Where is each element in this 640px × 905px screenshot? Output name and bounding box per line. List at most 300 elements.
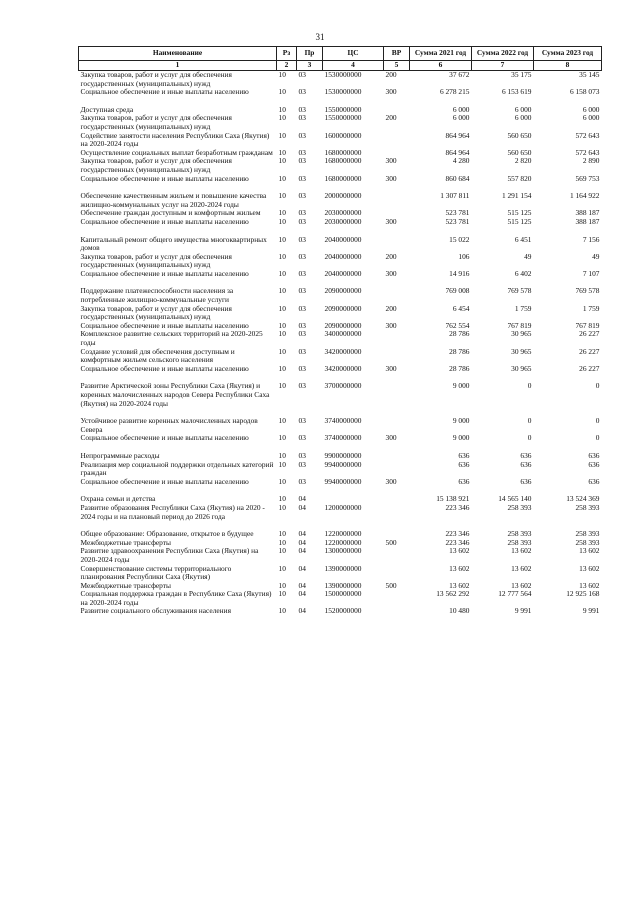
row-sum-2023: 6 000 bbox=[582, 114, 600, 123]
row-pr: 03 bbox=[298, 460, 306, 469]
row-pr: 03 bbox=[298, 70, 306, 79]
row-sum-2021: 223 346 bbox=[445, 530, 470, 539]
row-cs: 2090000000 bbox=[324, 321, 362, 330]
row-sum-2022: 0 bbox=[527, 382, 532, 391]
header-number-8: 8 bbox=[534, 61, 602, 71]
row-sum-2023: 49 bbox=[592, 252, 600, 261]
row-cs: 3740000000 bbox=[324, 417, 362, 426]
row-rz: 10 bbox=[278, 495, 286, 504]
row-pr: 03 bbox=[298, 88, 306, 97]
row-sum-2021: 864 964 bbox=[445, 131, 470, 140]
spacer-cell bbox=[79, 443, 602, 452]
row-rz: 10 bbox=[278, 252, 286, 261]
row-cs: 3700000000 bbox=[324, 382, 362, 391]
row-sum-2023: 7 156 bbox=[582, 235, 600, 244]
row-cs: 3420000000 bbox=[324, 364, 362, 373]
row-sum-2021: 6 000 bbox=[452, 105, 470, 114]
table-row bbox=[79, 106, 602, 115]
row-sum-2022: 258 393 bbox=[507, 530, 532, 539]
row-rz: 10 bbox=[278, 538, 286, 547]
header-sum-2021: Сумма 2021 год bbox=[410, 47, 472, 61]
row-cs: 1550000000 bbox=[324, 114, 362, 123]
table-row bbox=[79, 504, 602, 521]
row-name: Межбюджетные трансферты bbox=[80, 538, 171, 547]
row-sum-2021: 636 bbox=[458, 477, 470, 486]
row-cs: 1550000000 bbox=[324, 105, 362, 114]
row-vr bbox=[384, 192, 410, 209]
row-cs: 1520000000 bbox=[324, 607, 362, 616]
row-sum-2023: 636 bbox=[588, 460, 600, 469]
row-sum-2022: 12 777 564 bbox=[498, 590, 532, 599]
row-sum-2023: 13 524 369 bbox=[566, 495, 600, 504]
row-sum-2022: 6 153 619 bbox=[501, 88, 532, 97]
row-sum-2023: 6 158 073 bbox=[569, 88, 600, 97]
row-sum-2023: 7 107 bbox=[582, 269, 600, 278]
row-pr: 03 bbox=[298, 287, 306, 296]
row-sum-2022: 49 bbox=[524, 252, 532, 261]
row-sum-2022: 769 578 bbox=[507, 287, 532, 296]
row-cs: 1220000000 bbox=[324, 538, 362, 547]
header-sum-2022: Сумма 2022 год bbox=[472, 47, 534, 61]
row-name: Социальное обеспечение и иные выплаты населению bbox=[80, 217, 249, 226]
row-pr: 04 bbox=[298, 581, 306, 590]
row-rz: 10 bbox=[278, 304, 286, 313]
row-vr: 300 bbox=[385, 269, 397, 278]
row-name: Закупка товаров, работ и услуг для обеспечения государственных (муниципальных) нужд bbox=[80, 70, 232, 88]
row-sum-2021: 28 786 bbox=[449, 364, 470, 373]
row-vr: 200 bbox=[385, 70, 397, 79]
row-sum-2023: 13 602 bbox=[579, 581, 600, 590]
row-sum-2023: 0 bbox=[595, 382, 600, 391]
row-sum-2023: 26 227 bbox=[579, 347, 600, 356]
row-sum-2023: 388 187 bbox=[575, 209, 600, 218]
row-sum-2021: 864 964 bbox=[445, 148, 470, 157]
row-sum-2021: 860 684 bbox=[445, 174, 470, 183]
header-number-3: 3 bbox=[297, 61, 323, 71]
row-pr: 04 bbox=[298, 547, 306, 556]
budget-table-container bbox=[78, 46, 601, 616]
row-name: Социальное обеспечение и иные выплаты населению bbox=[80, 321, 249, 330]
row-pr: 03 bbox=[298, 304, 306, 313]
row-cs: 2040000000 bbox=[324, 235, 362, 244]
row-rz: 10 bbox=[278, 174, 286, 183]
table-row bbox=[79, 287, 602, 304]
row-pr: 03 bbox=[298, 330, 306, 339]
row-sum-2021: 223 346 bbox=[445, 538, 470, 547]
row-sum-2022: 636 bbox=[520, 451, 532, 460]
table-row bbox=[79, 547, 602, 564]
row-cs: 1300000000 bbox=[324, 547, 362, 556]
row-sum-2023: 569 753 bbox=[575, 174, 600, 183]
row-rz: 10 bbox=[278, 209, 286, 218]
row-pr: 03 bbox=[298, 192, 306, 201]
header-number-2: 2 bbox=[277, 61, 297, 71]
row-rz: 10 bbox=[278, 382, 286, 391]
row-sum-2022: 6 000 bbox=[514, 105, 532, 114]
row-pr: 03 bbox=[298, 451, 306, 460]
row-name: Развитие Арктической зоны Республики Саха (Якутия) и коренных малочисленных народов Севера Республики Саха (Якутия) на 2020-2024 годы bbox=[80, 382, 270, 408]
row-name: Закупка товаров, работ и услуг для обеспечения государственных (муниципальных) нужд bbox=[80, 114, 232, 131]
row-sum-2022: 636 bbox=[520, 477, 532, 486]
table-row bbox=[79, 565, 602, 582]
row-vr bbox=[384, 504, 410, 521]
row-vr: 300 bbox=[385, 217, 397, 226]
row-vr: 300 bbox=[385, 321, 397, 330]
row-name: Обеспечение граждан доступным и комфортным жильем bbox=[80, 209, 261, 218]
spacer-cell bbox=[79, 278, 602, 287]
row-rz: 10 bbox=[278, 564, 286, 573]
table-row bbox=[79, 270, 602, 279]
row-sum-2022: 258 393 bbox=[507, 538, 532, 547]
row-sum-2021: 9 000 bbox=[452, 417, 470, 426]
row-pr: 04 bbox=[298, 564, 306, 573]
table-row bbox=[79, 209, 602, 218]
row-pr: 04 bbox=[298, 530, 306, 539]
row-vr: 300 bbox=[385, 174, 397, 183]
table-row bbox=[79, 149, 602, 158]
spacer-row bbox=[79, 443, 602, 452]
row-pr: 04 bbox=[298, 590, 306, 599]
page-number: 31 bbox=[315, 32, 325, 42]
row-pr: 03 bbox=[298, 321, 306, 330]
header-name: Наименование bbox=[79, 47, 277, 61]
row-pr: 03 bbox=[298, 148, 306, 157]
row-sum-2023: 0 bbox=[595, 417, 600, 426]
row-name: Поддержание платежеспособности населения за потребленные жилищно-коммунальные услуги bbox=[80, 287, 234, 305]
row-vr bbox=[384, 530, 410, 539]
row-pr: 03 bbox=[298, 131, 306, 140]
row-sum-2021: 6 000 bbox=[452, 114, 470, 123]
row-sum-2023: 6 000 bbox=[582, 105, 600, 114]
row-sum-2023: 636 bbox=[588, 451, 600, 460]
row-cs: 2090000000 bbox=[324, 304, 362, 313]
row-sum-2021: 523 781 bbox=[445, 217, 470, 226]
table-row bbox=[79, 607, 602, 616]
row-sum-2021: 1 307 811 bbox=[440, 192, 470, 201]
header-number-7: 7 bbox=[472, 61, 534, 71]
row-name: Закупка товаров, работ и услуг для обеспечения государственных (муниципальных) нужд bbox=[80, 252, 232, 270]
row-vr bbox=[384, 287, 410, 304]
row-vr: 300 bbox=[385, 88, 397, 97]
row-sum-2021: 28 786 bbox=[449, 330, 470, 339]
row-name: Доступная среда bbox=[80, 105, 134, 114]
row-cs: 9940000000 bbox=[324, 460, 362, 469]
row-sum-2023: 767 819 bbox=[575, 321, 600, 330]
row-sum-2022: 13 602 bbox=[511, 564, 532, 573]
row-rz: 10 bbox=[278, 547, 286, 556]
row-name: Социальное обеспечение и иные выплаты населению bbox=[80, 434, 249, 443]
row-rz: 10 bbox=[278, 503, 286, 512]
row-pr: 03 bbox=[298, 252, 306, 261]
row-sum-2023: 35 145 bbox=[579, 70, 600, 79]
row-name: Непрограммные расходы bbox=[80, 451, 160, 460]
spacer-cell bbox=[79, 408, 602, 417]
row-sum-2021: 9 000 bbox=[452, 434, 470, 443]
row-cs: 2040000000 bbox=[324, 269, 362, 278]
row-sum-2023: 13 602 bbox=[579, 547, 600, 556]
row-rz: 10 bbox=[278, 217, 286, 226]
row-rz: 10 bbox=[278, 105, 286, 114]
row-vr bbox=[384, 382, 410, 408]
row-name: Капитальный ремонт общего имущества многоквартирных домов bbox=[80, 235, 267, 253]
row-rz: 10 bbox=[278, 590, 286, 599]
row-vr bbox=[384, 209, 410, 218]
table-row bbox=[79, 461, 602, 478]
spacer-row bbox=[79, 227, 602, 236]
row-pr: 04 bbox=[298, 503, 306, 512]
row-vr: 200 bbox=[385, 304, 397, 313]
table-body bbox=[79, 71, 602, 617]
spacer-row bbox=[79, 97, 602, 106]
header-sum-2023: Сумма 2023 год bbox=[534, 47, 602, 61]
row-sum-2021: 6 278 215 bbox=[439, 88, 470, 97]
row-sum-2023: 572 643 bbox=[575, 148, 600, 157]
row-rz: 10 bbox=[278, 157, 286, 166]
row-rz: 10 bbox=[278, 131, 286, 140]
row-name: Содействие занятости населения Республики Саха (Якутия) на 2020-2024 годы bbox=[80, 131, 270, 149]
row-vr bbox=[384, 132, 410, 149]
spacer-cell bbox=[79, 521, 602, 530]
row-sum-2023: 9 991 bbox=[582, 607, 600, 616]
row-name: Создание условий для обеспечения доступным и комфортным жильем сельского населения bbox=[80, 347, 235, 365]
table-row bbox=[79, 305, 602, 322]
row-cs: 1530000000 bbox=[324, 88, 362, 97]
row-name: Осуществление социальных выплат безработным гражданам bbox=[80, 148, 273, 157]
row-cs: 3740000000 bbox=[324, 434, 362, 443]
row-sum-2021: 28 786 bbox=[449, 347, 470, 356]
row-vr bbox=[384, 417, 410, 434]
row-sum-2022: 1 291 154 bbox=[501, 192, 532, 201]
row-name: Социальная поддержка граждан в Республике Саха (Якутия) на 2020-2024 годы bbox=[80, 590, 272, 607]
row-name: Социальное обеспечение и иные выплаты населению bbox=[80, 364, 249, 373]
row-name: Закупка товаров, работ и услуг для обеспечения государственных (муниципальных) нужд bbox=[80, 157, 232, 174]
row-vr: 300 bbox=[385, 434, 397, 443]
row-rz: 10 bbox=[278, 88, 286, 97]
row-sum-2021: 10 480 bbox=[449, 607, 470, 616]
row-sum-2022: 13 602 bbox=[511, 547, 532, 556]
table-row bbox=[79, 157, 602, 174]
row-sum-2021: 9 000 bbox=[452, 382, 470, 391]
row-sum-2023: 769 578 bbox=[575, 287, 600, 296]
row-sum-2023: 13 602 bbox=[579, 564, 600, 573]
row-pr: 03 bbox=[298, 347, 306, 356]
row-rz: 10 bbox=[278, 114, 286, 123]
row-rz: 10 bbox=[278, 451, 286, 460]
row-sum-2021: 762 554 bbox=[445, 321, 470, 330]
header-cs: ЦС bbox=[323, 47, 384, 61]
table-row bbox=[79, 175, 602, 184]
row-vr bbox=[384, 607, 410, 616]
header-number-1: 1 bbox=[79, 61, 277, 71]
table-row bbox=[79, 530, 602, 539]
spacer-row bbox=[79, 521, 602, 530]
row-cs: 2030000000 bbox=[324, 217, 362, 226]
spacer-row bbox=[79, 486, 602, 495]
row-name: Реализация мер социальной поддержки отдельных категорий граждан bbox=[80, 460, 274, 478]
row-sum-2021: 14 916 bbox=[449, 269, 470, 278]
row-rz: 10 bbox=[278, 347, 286, 356]
row-vr bbox=[384, 590, 410, 607]
row-pr: 03 bbox=[298, 417, 306, 426]
row-vr bbox=[384, 236, 410, 253]
row-rz: 10 bbox=[278, 530, 286, 539]
spacer-row bbox=[79, 278, 602, 287]
table-row bbox=[79, 192, 602, 209]
row-cs: 1390000000 bbox=[324, 564, 362, 573]
row-sum-2021: 769 008 bbox=[445, 287, 470, 296]
row-name: Социальное обеспечение и иные выплаты населению bbox=[80, 174, 249, 183]
row-sum-2023: 26 227 bbox=[579, 330, 600, 339]
row-rz: 10 bbox=[278, 321, 286, 330]
row-vr: 200 bbox=[385, 114, 397, 123]
row-rz: 10 bbox=[278, 477, 286, 486]
spacer-row bbox=[79, 183, 602, 192]
row-rz: 10 bbox=[278, 148, 286, 157]
row-sum-2022: 636 bbox=[520, 460, 532, 469]
row-rz: 10 bbox=[278, 581, 286, 590]
row-pr: 03 bbox=[298, 105, 306, 114]
table-row bbox=[79, 590, 602, 607]
table-row bbox=[79, 71, 602, 89]
row-sum-2021: 223 346 bbox=[445, 503, 470, 512]
row-rz: 10 bbox=[278, 460, 286, 469]
row-sum-2023: 12 925 168 bbox=[566, 590, 600, 599]
row-cs: 9940000000 bbox=[324, 477, 362, 486]
table-row bbox=[79, 253, 602, 270]
row-pr: 03 bbox=[298, 269, 306, 278]
row-sum-2023: 636 bbox=[588, 477, 600, 486]
row-name: Общее образование: Образование, открытое в будущее bbox=[80, 530, 254, 539]
spacer-cell bbox=[79, 373, 602, 382]
row-vr bbox=[384, 348, 410, 365]
spacer-cell bbox=[79, 227, 602, 236]
row-sum-2021: 13 602 bbox=[449, 564, 470, 573]
row-sum-2022: 13 602 bbox=[511, 581, 532, 590]
row-vr: 500 bbox=[385, 581, 397, 590]
row-rz: 10 bbox=[278, 70, 286, 79]
table-row bbox=[79, 322, 602, 331]
row-sum-2021: 636 bbox=[458, 451, 470, 460]
table-row bbox=[79, 382, 602, 408]
spacer-row bbox=[79, 373, 602, 382]
row-rz: 10 bbox=[278, 269, 286, 278]
header-rz: Рз bbox=[277, 47, 297, 61]
row-name: Развитие социального обслуживания населения bbox=[80, 607, 231, 616]
spacer-row bbox=[79, 408, 602, 417]
row-sum-2022: 14 565 140 bbox=[498, 495, 532, 504]
row-cs: 2040000000 bbox=[324, 252, 362, 261]
row-sum-2021: 6 454 bbox=[452, 304, 470, 313]
row-name: Охрана семьи и детства bbox=[80, 495, 156, 504]
header-vr: ВР bbox=[384, 47, 410, 61]
table-row bbox=[79, 330, 602, 347]
row-pr: 03 bbox=[298, 434, 306, 443]
row-cs: 1680000000 bbox=[324, 157, 362, 166]
row-cs: 1600000000 bbox=[324, 131, 362, 140]
row-pr: 04 bbox=[298, 538, 306, 547]
row-name: Обеспечение качественным жильем и повышение качества жилищно-коммунальных услуг на 2020-2024 годы bbox=[80, 192, 267, 209]
row-sum-2021: 15 022 bbox=[449, 235, 470, 244]
row-pr: 03 bbox=[298, 477, 306, 486]
row-pr: 03 bbox=[298, 157, 306, 166]
row-sum-2022: 515 125 bbox=[507, 209, 532, 218]
row-sum-2023: 2 890 bbox=[582, 157, 600, 166]
row-cs: 1220000000 bbox=[324, 530, 362, 539]
table-row bbox=[79, 365, 602, 374]
table-row bbox=[79, 452, 602, 461]
spacer-cell bbox=[79, 97, 602, 106]
row-vr bbox=[384, 330, 410, 347]
row-cs bbox=[323, 495, 384, 504]
row-sum-2022: 35 175 bbox=[511, 70, 532, 79]
row-sum-2022: 515 125 bbox=[507, 217, 532, 226]
row-name: Совершенствование системы территориального планирования Республики Саха (Якутия) bbox=[80, 564, 232, 582]
row-name: Развитие здравоохранения Республики Саха (Якутия) на 2020-2024 годы bbox=[80, 547, 259, 564]
table-row bbox=[79, 218, 602, 227]
row-vr bbox=[384, 547, 410, 564]
row-pr: 03 bbox=[298, 364, 306, 373]
row-sum-2023: 0 bbox=[595, 434, 600, 443]
row-sum-2022: 1 759 bbox=[514, 304, 532, 313]
table-row bbox=[79, 417, 602, 434]
table-row bbox=[79, 434, 602, 443]
row-vr: 500 bbox=[385, 538, 397, 547]
row-sum-2022: 560 650 bbox=[507, 131, 532, 140]
header-number-5: 5 bbox=[384, 61, 410, 71]
row-name: Социальное обеспечение и иные выплаты населению bbox=[80, 477, 249, 486]
row-cs: 2090000000 bbox=[324, 287, 362, 296]
row-vr: 200 bbox=[385, 252, 397, 261]
header-number-4: 4 bbox=[323, 61, 384, 71]
row-cs: 3420000000 bbox=[324, 347, 362, 356]
row-sum-2023: 258 393 bbox=[575, 503, 600, 512]
row-name: Межбюджетные трансферты bbox=[80, 581, 171, 590]
row-sum-2021: 13 602 bbox=[449, 581, 470, 590]
row-sum-2022: 0 bbox=[527, 434, 532, 443]
row-rz: 10 bbox=[278, 235, 286, 244]
row-sum-2022: 560 650 bbox=[507, 148, 532, 157]
row-vr bbox=[384, 461, 410, 478]
row-cs: 3400000000 bbox=[324, 330, 362, 339]
row-vr bbox=[384, 106, 410, 115]
row-cs: 2030000000 bbox=[324, 209, 362, 218]
table-row bbox=[79, 114, 602, 131]
row-pr: 03 bbox=[298, 382, 306, 391]
row-sum-2023: 258 393 bbox=[575, 530, 600, 539]
row-name: Устойчивое развитие коренных малочисленных народов Севера bbox=[80, 417, 258, 434]
row-sum-2022: 2 820 bbox=[514, 157, 532, 166]
table-row bbox=[79, 236, 602, 253]
table-row bbox=[79, 348, 602, 365]
row-pr: 04 bbox=[298, 495, 306, 504]
table-row bbox=[79, 539, 602, 548]
row-sum-2021: 15 138 921 bbox=[436, 495, 470, 504]
row-cs: 2000000000 bbox=[324, 192, 362, 201]
spacer-cell bbox=[79, 183, 602, 192]
row-sum-2023: 1 164 922 bbox=[569, 192, 600, 201]
row-sum-2022: 557 820 bbox=[507, 174, 532, 183]
row-name: Комплексное развитие сельских территорий на 2020-2025 годы bbox=[80, 330, 263, 348]
row-cs: 1530000000 bbox=[324, 70, 362, 79]
row-cs: 9900000000 bbox=[324, 451, 362, 460]
row-sum-2021: 13 602 bbox=[449, 547, 470, 556]
row-sum-2022: 30 965 bbox=[511, 347, 532, 356]
row-pr: 03 bbox=[298, 209, 306, 218]
row-vr bbox=[384, 495, 410, 504]
row-name: Социальное обеспечение и иные выплаты населению bbox=[80, 88, 249, 97]
row-cs: 1680000000 bbox=[324, 174, 362, 183]
row-rz: 10 bbox=[278, 330, 286, 339]
